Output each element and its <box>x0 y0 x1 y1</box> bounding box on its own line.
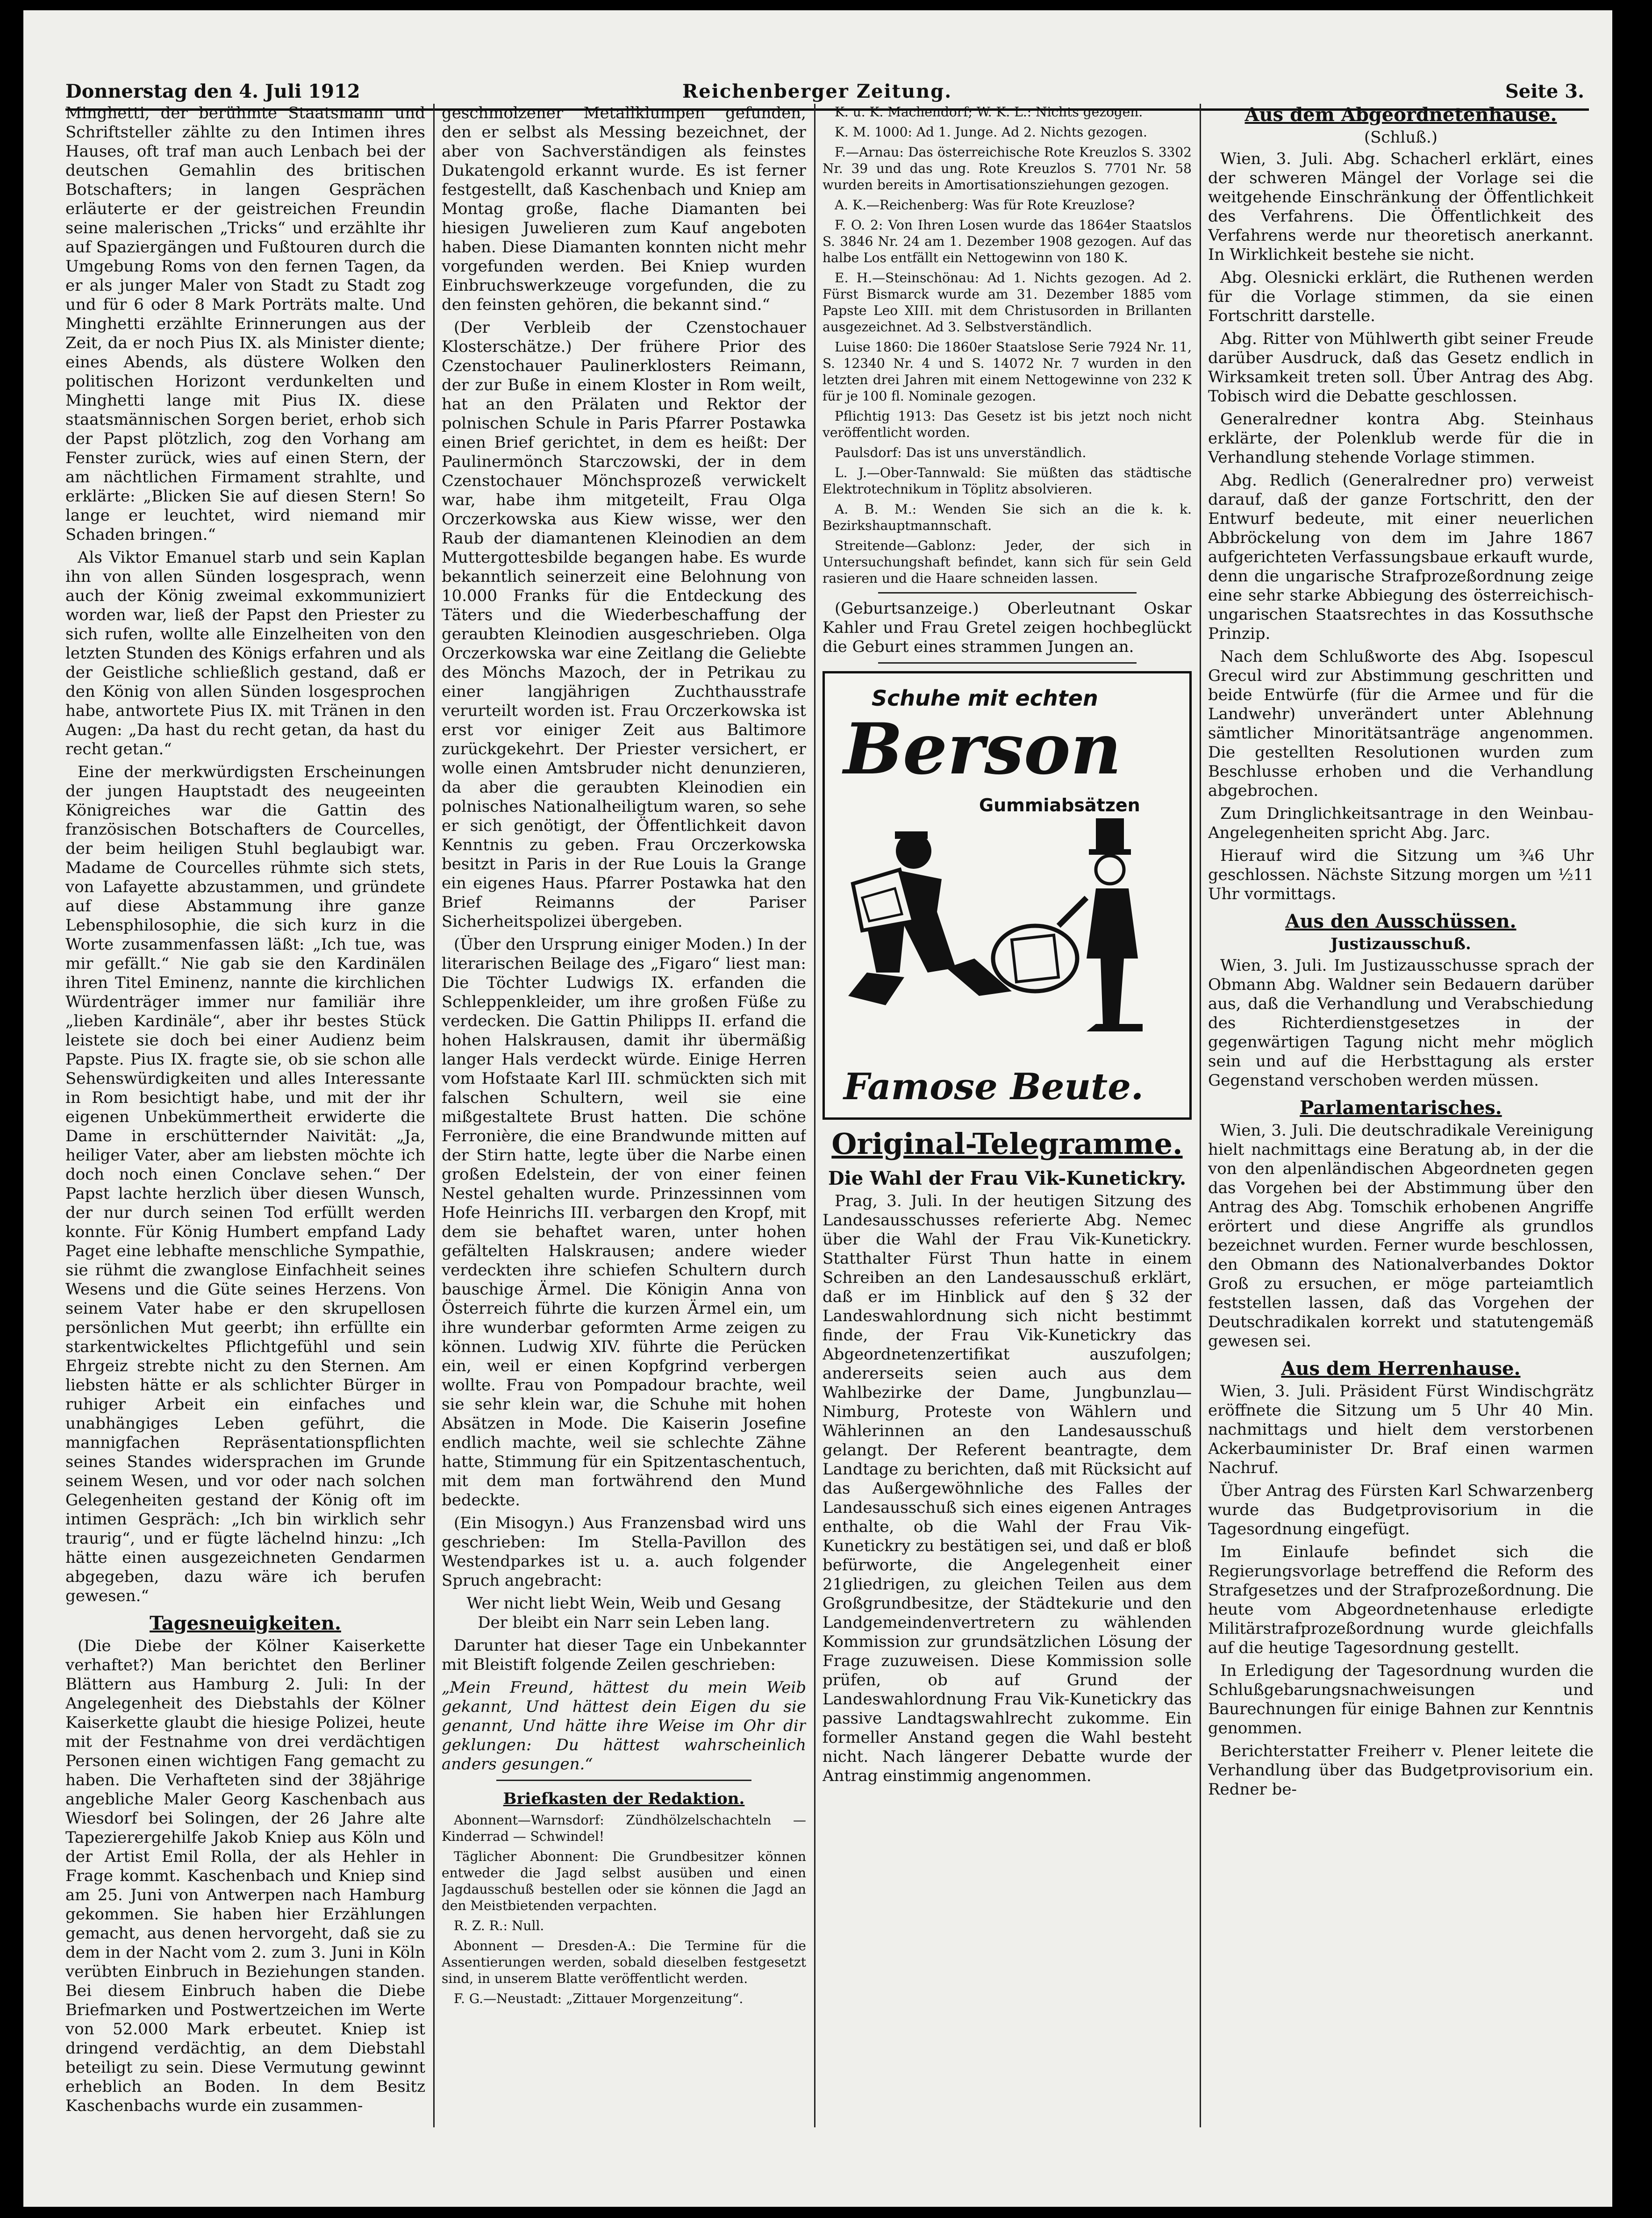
section-heading: Aus dem Abgeordnetenhause. <box>1244 104 1557 126</box>
article-paragraph: Hierauf wird die Sitzung um ¾6 Uhr geschlossen. Nächste Sitzung morgen um ½11 Uhr vormittags. <box>1208 846 1594 903</box>
article-paragraph: Zum Dringlichkeitsantrage in den Weinbau-Angelegenheiten spricht Abg. Jarc. <box>1208 804 1594 842</box>
section-heading: Briefkasten der Redaktion. <box>503 1789 745 1808</box>
column-4 <box>1208 104 1594 2127</box>
column-2 <box>442 104 806 2127</box>
ad-tagline: Schuhe mit echten <box>872 686 1098 711</box>
column-divider <box>1200 104 1201 2127</box>
section-heading: Parlamentarisches. <box>1300 1097 1502 1119</box>
divider <box>496 1780 751 1781</box>
letter-answer: Täglicher Abonnent: Die Grundbesitzer können entweder die Jagd selbst ausüben und einen Jagdausschuß bestellen oder sie können die Jagd an den Meistbietenden verpachten. <box>442 1849 806 1913</box>
article-paragraph: Darunter hat dieser Tage ein Unbekannter mit Bleistift folgende Zeilen geschrieben: <box>442 1636 806 1674</box>
article-paragraph: Berichterstatter Freiherr v. Plener leitete die Verhandlung über das Budgetprovisorium ein. Redner be- <box>1208 1742 1594 1799</box>
article-paragraph: Prag, 3. Juli. In der heutigen Sitzung des Landesausschusses referierte Abg. Nemec über die Wahl der Frau Vik-Kunetickry. Statthalter Fürst Thun hatte in einem Schreiben an den Landesausschuß erklärt, daß er im Hinblick auf den § 32 der Landeswahlordnung sich nicht bestimmt finde, der Frau Vik-Kunetickry das Abgeordnetenzertifikat auszufolgen; andererseits seien auch aus dem Wahlbezirke der Dame, Jungbunzlau—Nimburg, Proteste von Wählern und Wählerinnen an den Landesausschuß gelangt. Der Referent beantragte, dem Landtage zu berichten, daß mit Rücksicht auf das Außergewöhnliche des Falles der Landesausschuß sich eines eigenen Antrages enthalte, ob die Wahl der Frau Vik-Kunetickry zu bestätigen sei, und daß er bloß befürworte, die Angelegenheit einer 21gliedrigen, zu gleichen Teilen aus dem Großgrundbesitze, der Städtekurie und den Landgemeindenvertretern zu wählenden Kommission zur grundsätzlichen Lösung der Frage zuzuweisen. Diese Kommission solle prüfen, ob auf Grund der Landeswahlordnung Frau Vik-Kunetickry das passive Landtagswahlrecht zukomme. Ein formeller Anstand gegen die Wahl besteht nicht. Nach längerer Debatte wurde der Antrag einstimmig angenommen. <box>822 1192 1192 1785</box>
newspaper-page <box>23 10 1612 2207</box>
divider <box>878 592 1137 594</box>
article-paragraph: geschmolzener Metallklumpen gefunden, den er selbst als Messing bezeichnet, der aber von Sachverständigen als feinstes Dukatengold erkannt wurde. Es ist ferner festgestellt, daß Kaschenbach und Kniep am Montag große, flache Diamanten bei hiesigen Juwelieren zum Kauf angeboten haben. Diese Diamanten konnten nicht mehr vorgefunden werden. Bei Kniep wurden Einbruchswerkzeuge vorgefunden, die zu den feinsten gehören, die bekannt sind.“ <box>442 104 806 314</box>
poem: „Mein Freund, hättest du mein Weib gekannt, Und hättest dein Eigen du sie genannt, Und hätte ihre Weise im Ohr dir geklungen: Du hättest wahrscheinlich anders gesungen.“ <box>442 1678 806 1774</box>
letter-answer: K. M. 1000: Ad 1. Junge. Ad 2. Nichts gezogen. <box>835 124 1147 140</box>
verse-line: Der bleibt ein Narr sein Leben lang. <box>478 1613 770 1632</box>
article-paragraph: Wien, 3. Juli. Die deutschradikale Vereinigung hielt nachmittags eine Beratung ab, in der die von den alpenländischen Abgeordneten gegen das Vorgehen bei der Abstimmung über den Antrag des Abg. Tomschik erhobenen Angriffe erörtert und diese Angriffe als grundlos bezeichnet wurden. Ferner wurde beschlossen, den Obmann des Nationalverbandes Doktor Groß zu ersuchen, er möge parteiamtlich feststellen lassen, daß das Vorgehen der Deutschradikalen korrekt und statutengemäß gewesen sei. <box>1208 1121 1594 1351</box>
article-paragraph: Nach dem Schlußworte des Abg. Isopescul Grecul wird zur Abstimmung geschritten und beide Entwürfe (für die Armee und für die Landwehr) unverändert unter Ablehnung sämtlicher Minoritätsanträge angenommen. Die gestellten Resolutionen wurden zum Beschlusse erhoben und die Verhandlung abgebrochen. <box>1208 647 1594 800</box>
section-subheading: Justizausschuß. <box>1330 935 1471 953</box>
article-paragraph: Abg. Redlich (Generalredner pro) verweist darauf, daß der ganze Fortschritt, den der Entwurf bedeute, mit einer neuerlichen Abbröckelung von dem im Jahre 1867 aufgerichteten Verfassungsbaue erkauft wurde, denn die ungarische Strafprozeßordnung zeige eine sehr starke Abbiegung des österreichisch-ungarischen Staatsrechtes in das Kossuthsche Prinzip. <box>1208 471 1594 643</box>
column-divider <box>433 104 435 2127</box>
section-subheading: (Schluß.) <box>1364 128 1438 147</box>
letters-section <box>442 1812 806 2007</box>
letter-answer: K. u. K. Machendorf; W. K. L.: Nichts gezogen. <box>835 104 1143 120</box>
article-paragraph: Abg. Olesnicki erklärt, die Ruthenen werden für die Vorlage stimmen, da sie einen Fortschritt darstelle. <box>1208 268 1594 325</box>
issue-date: Donnerstag den 4. Juli 1912 <box>65 80 360 102</box>
article-paragraph: Abg. Ritter von Mühlwerth gibt seiner Freude darüber Ausdruck, daß das Gesetz endlich in Wirksamkeit treten soll. Über Antrag des Abg. Tobisch wird die Debatte geschlossen. <box>1208 329 1594 406</box>
verse-line: Wer nicht liebt Wein, Weib und Gesang <box>466 1594 781 1613</box>
letter-answer: Streitende—Gablonz: Jeder, der sich in Untersuchungshaft befindet, kann sich für sein Geld rasieren und die Haare schneiden lassen. <box>822 538 1192 586</box>
letter-answer: A. B. M.: Wenden Sie sich an die k. k. Bezirkshauptmannschaft. <box>822 501 1192 533</box>
divider <box>878 662 1137 664</box>
birth-announcement: (Geburtsanzeige.) Oberleutnant Oskar Kahler und Frau Gretel zeigen hochbeglückt die Geburt eines strammen Jungen an. <box>822 599 1192 656</box>
article-paragraph: Minghetti, der berühmte Staatsmann und Schriftsteller zählte zu den Intimen ihres Hauses, oft traf man auch Lenbach bei der deutschen Gemahlin des britischen Botschafters; in langen Gesprächen erläuterte er der geistreichen Freundin seine malerischen „Tricks“ und erzählte ihr auf Spaziergängen und Fußtouren durch die Umgebung Roms von den fernen Tagen, da er als junger Maler von Stadt zu Stadt zog und für 6 oder 8 Mark Porträts malte. Und Minghetti erzählte Erinnerungen aus der Zeit, da er noch Pius IX. als Minister diente; eines Abends, als düstere Wolken den politischen Horizont verdunkelten und Minghetti lange mit Pius IX. diese staatsmännischen Sorgen beriet, erhob sich der Papst plötzlich, zog den Vorhang am Fenster zurück, wies auf einen Stern, der am nächtlichen Firmament strahlte, und erklärte: „Blicken Sie auf diesen Stern! So lange er leuchtet, wird niemand mir Schaden bringen.“ <box>65 104 425 544</box>
shoe-advertisement <box>822 671 1192 1120</box>
article-paragraph: Wien, 3. Juli. Abg. Schacherl erklärt, eines der schweren Mängel der Vorlage sei die weitgehende Einschränkung der Öffentlichkeit des Verfahrens. Die Öffentlichkeit des Verfahrens werde nur theoretisch anerkannt. In Wirklichkeit bestehe sie nicht. <box>1208 150 1594 264</box>
article-paragraph: Wien, 3. Juli. Präsident Fürst Windischgrätz eröffnete die Sitzung um 5 Uhr 40 Min. nachmittags und hielt dem verstorbenen Ackerbauminister Dr. Braf einen warmen Nachruf. <box>1208 1382 1594 1477</box>
ad-subline: Gummiabsätzen <box>979 795 1140 816</box>
news-item: (Ein Misogyn.) Aus Franzensbad wird uns geschrieben: Im Stella-Pavillon des Westendparkes ist u. a. auch folgender Spruch angebracht: <box>442 1514 806 1590</box>
letters-continued <box>822 104 1192 587</box>
section-heading: Original-Telegramme. <box>831 1127 1183 1161</box>
page-number: Seite 3. <box>1505 80 1584 102</box>
letter-answer: Abonnent — Dresden-A.: Die Termine für die Assentierungen werden, sobald dieselben festgesetzt sind, in unserem Blatte veröffentlicht werden. <box>442 1938 806 1986</box>
letter-answer: Luise 1860: Die 1860er Staatslose Serie 7924 Nr. 11, S. 12340 Nr. 4 und S. 14072 Nr. 7 wurden in den letzten drei Jahren mit einem Nettogewinne von 232 K für je 100 fl. Nominale gezogen. <box>822 339 1192 404</box>
news-item: (Die Diebe der Kölner Kaiserkette verhaftet?) Man berichtet den Berliner Blättern aus Hamburg 2. Juli: In der Angelegenheit des Diebstahls der Kölner Kaiserkette glaubt die hiesige Polizei, heute mit der Festnahme von drei verdächtigen Personen einen wichtigen Fang gemacht zu haben. Die Verhafteten sind der 38jährige angebliche Maler Georg Kaschenbach aus Wiesdorf bei Solingen, der 26 Jahre alte Tapezierergehilfe Jakob Kniep aus Köln und der Artist Emil Rolla, der als Hehler in Frage kommt. Kaschenbach und Kniep sind am 25. Juni von Antwerpen nach Hamburg gekommen. Sie haben hier Erzählungen gemacht, aus denen hervorgeht, daß sie zu dem in der Nacht vom 2. zum 3. Juni in Köln verübten Einbruch in Beziehungen standen. Bei diesem Einbruch haben die Diebe Briefmarken und Postwertzeichen im Werte von 52.000 Mark erbeutet. Kniep ist dringend verdächtig, an dem Diebstahl beteiligt zu sein. Diese Vermutung gewinnt erheblich an Boden. In dem Besitz Kaschenbachs wurde ein zusammen- <box>65 1637 425 2115</box>
letter-answer: R. Z. R.: Null. <box>454 1918 544 1933</box>
news-item: (Der Verbleib der Czenstochauer Klosterschätze.) Der frühere Prior des Czenstochauer Paulinerklosters Reimann, der zur Buße in einem Kloster in Rom weilt, hat an den Prälaten und Rektor der polnischen Schule in Paris Pfarrer Postawka einen Brief gerichtet, in dem es heißt: Der Paulinermönch Starczowski, der in dem Czenstochauer Mönchsprozeß verwickelt war, habe ihm mitgeteilt, Frau Olga Orczerkowska aus Kiew wisse, wer den Raub der diamantenen Kleinodien an dem Muttergottesbilde begangen habe. Es wurde bekanntlich seinerzeit eine Belohnung von 10.000 Franks für die Entdeckung des Täters und die Wiederbeschaffung der geraubten Kleinodien ausgeschrieben. Olga Orczerkowska war eine Zeitlang die Geliebte des Mönchs Mazoch, der in Petrikau zu einer langjährigen Zuchthausstrafe verurteilt worden ist. Frau Orczerkowska ist erst vor einiger Zeit aus Baltimore zurückgekehrt. Der Priester versichert, er wolle einen Amtsbruder nicht denunzieren, da aber die geraubten Kleinodien ein polnisches Nationalheiligtum waren, so sehe er sich genötigt, der Öffentlichkeit davon Kenntnis zu geben. Frau Orczerkowska besitzt in Paris in der Rue Louis la Grange ein eigenes Haus. Pfarrer Postawka hat den Brief Reimanns der Pariser Sicherheitspolizei übergeben. <box>442 318 806 931</box>
letter-answer: E. H.—Steinschönau: Ad 1. Nichts gezogen. Ad 2. Fürst Bismarck wurde am 31. Dezember 1885 vom Papste Leo XIII. mit dem Christusorden in Brillanten ausgezeichnet. Ad 3. Selbstverständlich. <box>822 270 1192 335</box>
ad-slogan: Famose Beute. <box>844 1066 1144 1108</box>
letter-answer: A. K.—Reichenberg: Was für Rote Kreuzlose? <box>835 197 1135 213</box>
section-heading: Aus den Ausschüssen. <box>1285 910 1516 932</box>
letter-answer: L. J.—Ober-Tannwald: Sie müßten das städtische Elektrotechnikum in Töplitz absolvieren. <box>822 465 1192 497</box>
column-3 <box>822 104 1192 2127</box>
article-paragraph: Im Einlaufe befindet sich die Regierungsvorlage betreffend die Reform des Strafgesetzes und der Strafprozeßordnung. Die heute vom Abgeordnetenhause erledigte Militärstrafprozeßordnung wurde gleichfalls auf die heutige Tagesordnung gestellt. <box>1208 1543 1594 1657</box>
article-paragraph: Wien, 3. Juli. Im Justizausschusse sprach der Obmann Abg. Waldner sein Bedauern darüber aus, daß die Verhandlung und Verabschiedung des Richterdienstgesetzes in der gegenwärtigen Tagung nicht mehr möglich sein und auf die Herbsttagung als erster Gegenstand verschoben werden müssen. <box>1208 956 1594 1090</box>
article-paragraph: Generalredner kontra Abg. Steinhaus erklärte, der Polenklub werde für die in Verhandlung stehende Vorlage stimmen. <box>1208 410 1594 467</box>
letter-answer: F. G.—Neustadt: „Zittauer Morgenzeitung“. <box>454 1991 744 2006</box>
newspaper-title: Reichenberger Zeitung. <box>682 80 952 102</box>
section-heading: Tagesneuigkeiten. <box>150 1612 341 1634</box>
letter-answer: Abonnent—Warnsdorf: Zündhölzelschachteln — Kinderrad — Schwindel! <box>442 1812 806 1844</box>
article-paragraph: Über Antrag des Fürsten Karl Schwarzenberg wurde das Budgetprovisorium in die Tagesordnung eingefügt. <box>1208 1481 1594 1538</box>
column-divider <box>814 104 815 2127</box>
news-item: (Über den Ursprung einiger Moden.) In der literarischen Beilage des „Figaro“ liest man: Die Töchter Ludwigs IX. erfanden die Schleppenkleider, um ihre großen Füße zu verdecken. Die Gattin Philipps II. erfand die hohen Halskrausen, damit ihr übermäßig langer Hals verdeckt würde. Einige Herren vom Hofstaate Karl III. schmückten sich mit falschen Schultern, weil sie eine mißgestaltete Brust hatten. Die schöne Ferronière, die eine Brandwunde mitten auf der Stirn hatte, legte über die Narbe einen großen Edelstein, der von einer feinen Nestel gehalten wurde. Prinzessinnen vom Hofe Heinrichs III. verbargen den Kropf, mit dem sie behaftet waren, unter hohen gefältelten Halskrausen; andere wieder verdeckten ihre schiefen Schultern durch bauschige Ärmel. Die Königin Anna von Österreich führte die kurzen Ärmel ein, um ihre wunderbar geformten Arme zeigen zu können. Ludwig XIV. führte die Perücken ein, weil er einen Kopfgrind verbergen wollte. Frau von Pompadour brachte, weil sie sehr klein war, die Schuhe mit hohen Absätzen in Mode. Die Kaiserin Josefine endlich machte, weil sie schlechte Zähne hatte, Stimmung für ein Spitzentaschentuch, mit dem man fortwährend den Mund bedeckte. <box>442 935 806 1510</box>
ad-illustration <box>834 818 1180 1033</box>
letter-answer: F.—Arnau: Das österreichische Rote Kreuzlos S. 3302 Nr. 39 und das ung. Rote Kreuzlos S. 7701 Nr. 58 wurden bereits in Amortisationsziehungen gezogen. <box>822 144 1192 193</box>
letter-answer: Paulsdorf: Das ist uns unverständlich. <box>835 445 1087 460</box>
column-1 <box>65 104 425 2127</box>
article-heading: Die Wahl der Frau Vik-Kunetickry. <box>828 1167 1187 1189</box>
letter-answer: Pflichtig 1913: Das Gesetz ist bis jetzt noch nicht veröffentlicht worden. <box>822 408 1192 440</box>
ad-brand: Berson <box>844 708 1122 790</box>
section-heading: Aus dem Herrenhause. <box>1281 1358 1521 1380</box>
article-paragraph: Als Viktor Emanuel starb und sein Kaplan ihn von allen Sünden losgesprach, wenn auch der König zweimal exkommuniziert worden war, ließ der Papst den Priester zu sich rufen, wollte alle Einzelheiten von den letzten Stunden des Königs erfahren und als der Geistliche schließlich gestand, daß er den König von allen Sünden losgesprochen habe, antwortete Pius IX. mit Tränen in den Augen: „Da hast du recht getan, da hast du recht getan.“ <box>65 548 425 758</box>
article-paragraph: Eine der merkwürdigsten Erscheinungen der jungen Hauptstadt des neugeeinten Königreiches war die Gattin des französischen Botschafters de Courcelles, der beim heiligen Stuhl beglaubigt war. Madame de Courcelles rühmte sich stets, von Lafayette abzustammen, und gründete auf diese Abstammung ihre ganze Lebensphilosophie, die sich kurz in die Worte zusammenfassen läßt: „Ich tue, was mir gefällt.“ Nie gab sie den Kardinälen ihren Titel Eminenz, nannte die kirchlichen Würdenträger immer nur familiär ihre „lieben Kardinäle“, aber ihr bestes Stück leistete sie doch bei einer Audienz beim Papste. Pius IX. fragte sie, ob sie schon alle Sehenswürdigkeiten und alles Interessante in Rom besichtigt habe, und mit der ihr eigenen Unbekümmertheit erwiderte die Dame in erschütternder Naivität: „Ja, heiliger Vater, aber am liebsten möchte ich doch noch einen Conclave sehen.“ Der Papst lachte herzlich über diesen Wunsch, der nur durch seinen Tod erfüllt werden konnte. Für König Humbert empfand Lady Paget eine lebhafte menschliche Sympathie, sie rühmt die zwanglose Einfachheit seines Wesens und die Güte seines Herzens. Von seinem Vater habe er den skrupellosen persönlichen Mut geerbt; ihn erfüllte ein starkentwickeltes Pflichtgefühl und sein Ehrgeiz strebte nicht zu den Sternen. Am liebsten hätte er als schlichter Bürger in ruhiger Arbeit ein einfaches und unabhängiges Leben geführt, die mannigfachen Repräsentationspflichten seines Standes widersprachen im Grunde seinem Wesen, und vor oder nach solchen Gelegenheiten gestand der König oft im intimen Gespräch: „Ich bin wirklich sehr traurig“, und er fügte lächelnd hinzu: „Ich hätte einen ausgezeichneten Gendarmen abgegeben, dazu wäre ich berufen gewesen.“ <box>65 763 425 1605</box>
article-paragraph: In Erledigung der Tagesordnung wurden die Schlußgebarungsnachweisungen und Baurechnungen für einige Bahnen zur Kenntnis genommen. <box>1208 1661 1594 1738</box>
letter-answer: F. O. 2: Von Ihren Losen wurde das 1864er Staatslos S. 3846 Nr. 24 am 1. Dezember 1908 gezogen. Auf das halbe Los entfällt ein Nettogewinn von 180 K. <box>822 217 1192 265</box>
